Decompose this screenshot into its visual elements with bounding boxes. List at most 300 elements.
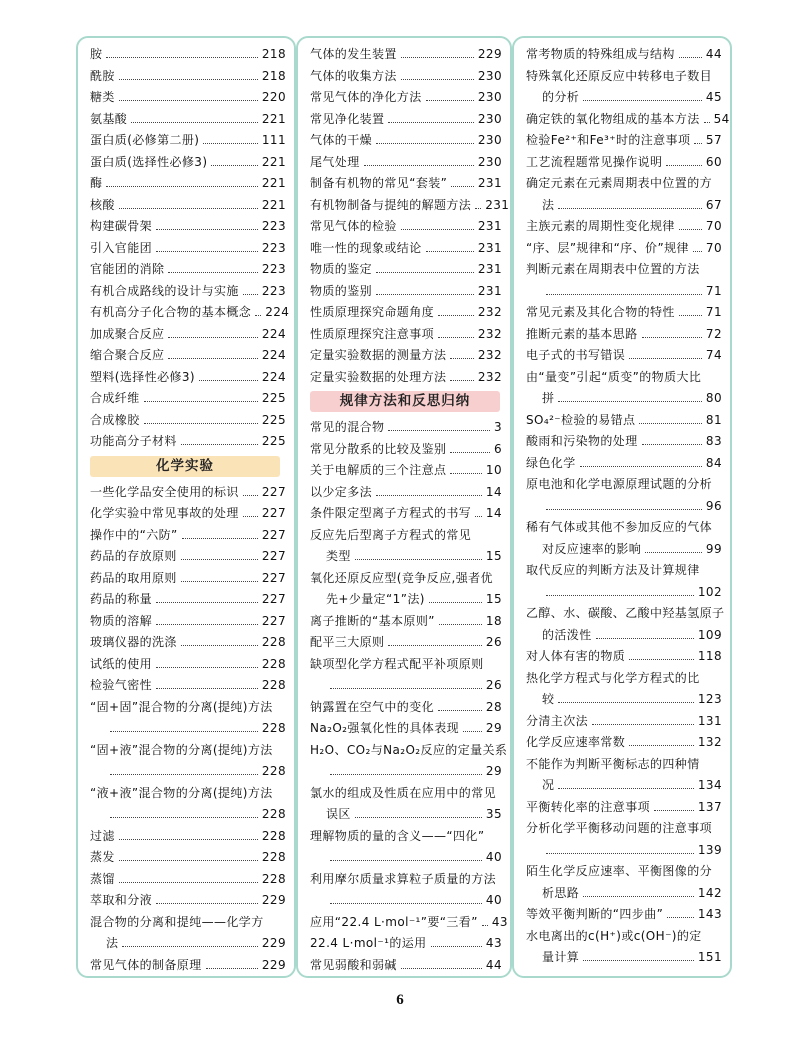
dot-leader: [629, 358, 702, 359]
toc-entry[interactable]: [90, 503, 286, 525]
toc-entry-page: 43: [491, 914, 508, 929]
toc-entry-page: 28: [485, 699, 502, 714]
toc-entry[interactable]: [310, 654, 502, 676]
toc-entry-title: 陌生化学反应速率、平衡图像的分: [526, 864, 713, 878]
toc-entry[interactable]: [526, 625, 722, 647]
toc-entry-title: 常见元素及其化合物的特性: [526, 305, 675, 319]
dot-leader: [438, 337, 474, 338]
toc-entry[interactable]: [310, 525, 502, 547]
dot-leader: [694, 143, 702, 144]
toc-entry-page: 231: [477, 262, 502, 276]
toc-entry[interactable]: [90, 654, 286, 676]
toc-entry[interactable]: [526, 474, 722, 496]
toc-entry-title: 拼: [542, 391, 555, 405]
toc-entry[interactable]: [526, 775, 722, 797]
toc-entry[interactable]: [310, 109, 502, 131]
toc-entry[interactable]: [310, 804, 502, 826]
toc-entry-page: 223: [261, 240, 286, 255]
dot-leader: [583, 960, 694, 961]
dot-leader: [119, 208, 258, 209]
toc-entry-title: 构建碳骨架: [90, 219, 153, 233]
dot-leader: [181, 581, 258, 582]
toc-entry-page: 109: [697, 627, 722, 642]
toc-entry-page: 230: [477, 154, 502, 169]
toc-entry[interactable]: [310, 238, 502, 260]
toc-entry-page: 231: [477, 219, 502, 233]
dot-leader: [629, 745, 694, 746]
toc-entry[interactable]: [90, 804, 286, 826]
toc-entry[interactable]: [90, 259, 286, 281]
toc-entry[interactable]: [90, 933, 286, 955]
toc-entry[interactable]: [310, 697, 502, 719]
toc-entry[interactable]: [526, 44, 722, 66]
dot-leader: [156, 903, 258, 904]
toc-entry-title: 析思路: [542, 885, 580, 900]
toc-entry[interactable]: [310, 44, 502, 66]
toc-entry-page: 35: [485, 807, 502, 821]
toc-entry[interactable]: [526, 539, 722, 561]
toc-entry-page: 227: [261, 613, 286, 628]
toc-entry-title: “序、层”规律和“序、价”规律: [526, 240, 689, 255]
toc-entry[interactable]: [526, 711, 722, 733]
toc-entry-page: 230: [477, 68, 502, 83]
dot-leader: [592, 724, 694, 725]
toc-entry[interactable]: [90, 718, 286, 740]
dot-leader: [156, 667, 258, 668]
toc-entry-page: 228: [261, 656, 286, 671]
dot-leader: [376, 272, 474, 273]
toc-entry-page: 10: [485, 463, 502, 477]
toc-entry[interactable]: [90, 675, 286, 697]
toc-entry[interactable]: [90, 87, 286, 109]
toc-entry-title: 玻璃仪器的洗涤: [90, 635, 177, 649]
toc-entry-page: 221: [261, 111, 286, 126]
dot-leader: [243, 294, 258, 295]
dot-leader: [144, 423, 258, 424]
toc-entry[interactable]: [310, 912, 508, 934]
toc-entry[interactable]: [526, 689, 722, 711]
dot-leader: [642, 444, 702, 445]
toc-entry-page: 225: [261, 391, 286, 405]
toc-entry[interactable]: [310, 761, 502, 783]
toc-entry-page: 70: [705, 219, 722, 233]
dot-leader: [168, 337, 257, 338]
dot-leader: [110, 731, 258, 732]
toc-entry-title: 原电池和化学电源原理试题的分析: [526, 477, 713, 491]
toc-entry-title: 电子式的书写错误: [526, 348, 626, 362]
toc-entry[interactable]: [310, 589, 502, 611]
toc-entry-page: 40: [485, 850, 502, 864]
toc-entry-page: 232: [477, 348, 502, 362]
dot-leader: [156, 251, 258, 252]
toc-entry-title: 萃取和分液: [90, 893, 153, 907]
toc-entry[interactable]: [310, 195, 510, 217]
toc-entry-page: 54: [713, 111, 730, 126]
toc-entry-page: 111: [261, 133, 286, 147]
toc-entry[interactable]: [90, 697, 286, 719]
toc-entry-title: 过滤: [90, 828, 115, 843]
toc-entry[interactable]: [526, 668, 722, 690]
toc-entry[interactable]: [526, 259, 722, 281]
toc-entry-title: 性质原理探究注意事项: [310, 326, 435, 341]
toc-entry[interactable]: [310, 955, 502, 977]
toc-entry[interactable]: [526, 840, 722, 862]
dot-leader: [450, 452, 490, 453]
toc-entry[interactable]: [526, 517, 722, 539]
toc-entry-page: 81: [705, 412, 722, 427]
toc-entry-title: 法: [106, 936, 119, 950]
dot-leader: [546, 294, 702, 295]
toc-entry-title: 氯水的组成及性质在应用中的常见: [310, 785, 497, 800]
dot-leader: [156, 602, 258, 603]
toc-entry[interactable]: [526, 560, 722, 582]
dot-leader: [429, 602, 482, 603]
toc-entry[interactable]: [526, 732, 722, 754]
toc-entry[interactable]: [310, 259, 502, 281]
toc-entry[interactable]: [526, 87, 722, 109]
toc-entry[interactable]: [526, 582, 722, 604]
dot-leader: [438, 710, 482, 711]
toc-entry-title: 气体的干燥: [310, 133, 373, 147]
toc-entry[interactable]: [526, 410, 722, 432]
toc-entry-title: 一些化学品安全使用的标识: [90, 484, 239, 499]
toc-entry[interactable]: [310, 324, 502, 346]
toc-entry[interactable]: [310, 933, 502, 955]
toc-entry[interactable]: [310, 718, 502, 740]
toc-entry[interactable]: [526, 603, 725, 625]
toc-entry[interactable]: [310, 740, 508, 762]
toc-entry[interactable]: [90, 611, 286, 633]
toc-entry[interactable]: [310, 503, 502, 525]
toc-entry-page: 14: [485, 506, 502, 520]
toc-entry-title: 胺: [90, 47, 103, 61]
toc-entry[interactable]: [526, 324, 722, 346]
toc-entry-title: 确定铁的氧化物组成的基本方法: [526, 111, 700, 126]
toc-entry-title: 有机合成路线的设计与实施: [90, 283, 239, 298]
toc-entry[interactable]: [90, 431, 286, 453]
toc-entry-title: 推断元素的基本思路: [526, 326, 638, 341]
toc-entry-page: 71: [705, 283, 722, 298]
toc-entry-title: 对反应速率的影响: [542, 541, 642, 556]
toc-entry[interactable]: [310, 439, 502, 461]
toc-entry[interactable]: [90, 216, 286, 238]
toc-entry[interactable]: [90, 783, 286, 805]
toc-entry[interactable]: [90, 281, 286, 303]
toc-entry[interactable]: [310, 460, 502, 482]
dot-leader: [450, 473, 482, 474]
toc-entry-page: 227: [261, 527, 286, 542]
toc-entry[interactable]: [310, 611, 502, 633]
toc-entry-title: 误区: [326, 807, 351, 821]
toc-entry[interactable]: [526, 109, 730, 131]
toc-entry[interactable]: [526, 818, 722, 840]
dot-leader: [388, 430, 490, 431]
toc-entry[interactable]: [526, 195, 722, 217]
toc-entry-page: 228: [261, 850, 286, 864]
toc-entry-page: 70: [705, 240, 722, 255]
dot-leader: [355, 559, 482, 560]
toc-entry[interactable]: [310, 216, 502, 238]
toc-entry-title: 条件限定型离子方程式的书写: [310, 506, 472, 520]
toc-entry[interactable]: [526, 926, 722, 948]
dot-leader: [355, 817, 482, 818]
toc-entry-title: 检验气密性: [90, 678, 153, 692]
toc-entry[interactable]: [90, 869, 286, 891]
toc-entry[interactable]: [90, 912, 286, 934]
toc-entry-title: 试纸的使用: [90, 656, 153, 671]
toc-entry-page: 228: [261, 635, 286, 649]
toc-entry-page: 137: [697, 799, 722, 814]
toc-entry[interactable]: [526, 152, 722, 174]
toc-entry[interactable]: [526, 947, 722, 969]
toc-entry-title: 常见的混合物: [310, 420, 385, 434]
toc-entry-page: 67: [705, 197, 722, 212]
dot-leader: [388, 645, 482, 646]
toc-entry-title: Na₂O₂强氧化性的具体表现: [310, 721, 459, 735]
dot-leader: [330, 774, 482, 775]
toc-entry[interactable]: [90, 410, 286, 432]
toc-entry-page: 44: [485, 957, 502, 972]
toc-entry[interactable]: [310, 482, 502, 504]
dot-leader: [583, 896, 694, 897]
toc-entry-title: 不能作为判断平衡标志的四种情: [526, 756, 700, 771]
dot-leader: [168, 358, 257, 359]
toc-entry[interactable]: [310, 675, 502, 697]
toc-entry-title: 缺项型化学方程式配平补项原则: [310, 656, 484, 671]
toc-entry[interactable]: [526, 754, 722, 776]
toc-entry[interactable]: [90, 632, 286, 654]
toc-entry-title: 常见气体的制备原理: [90, 957, 202, 972]
toc-entry[interactable]: [526, 173, 722, 195]
toc-entry[interactable]: [526, 281, 722, 303]
toc-entry[interactable]: [526, 904, 722, 926]
toc-entry-page: 60: [705, 154, 722, 169]
dot-leader: [106, 57, 257, 58]
toc-entry-page: 228: [261, 764, 286, 778]
toc-entry-page: 74: [705, 348, 722, 362]
toc-entry-page: 225: [261, 434, 286, 448]
toc-entry-page: 224: [261, 326, 286, 341]
toc-entry-title: 蛋白质(选择性必修3): [90, 154, 208, 169]
toc-entry-title: “固+液”混合物的分离(提纯)方法: [90, 742, 273, 757]
toc-entry[interactable]: [310, 826, 502, 848]
toc-entry[interactable]: [526, 797, 722, 819]
toc-entry-page: 223: [261, 262, 286, 276]
toc-entry[interactable]: [310, 302, 502, 324]
toc-entry-page: 221: [261, 176, 286, 190]
toc-entry[interactable]: [526, 431, 722, 453]
toc-entry-title: 特殊氧化还原反应中转移电子数目: [526, 68, 713, 83]
toc-entry-page: 134: [697, 778, 722, 792]
dot-leader: [122, 946, 257, 947]
toc-entry[interactable]: [526, 646, 722, 668]
dot-leader: [181, 444, 258, 445]
dot-leader: [156, 229, 258, 230]
toc-entry[interactable]: [90, 44, 286, 66]
toc-entry[interactable]: [526, 130, 722, 152]
toc-entry-page: 231: [477, 283, 502, 298]
dot-leader: [693, 251, 702, 252]
dot-leader: [119, 882, 258, 883]
toc-entry-page: 231: [477, 176, 502, 190]
toc-entry[interactable]: [90, 109, 286, 131]
toc-entry[interactable]: [90, 525, 286, 547]
toc-entry[interactable]: [526, 861, 722, 883]
toc-entry[interactable]: [90, 740, 286, 762]
dot-leader: [666, 165, 702, 166]
toc-entry-page: 232: [477, 305, 502, 319]
toc-entry[interactable]: [310, 281, 502, 303]
dot-leader: [583, 100, 702, 101]
dot-leader: [546, 509, 702, 510]
toc-entry-page: 123: [697, 692, 722, 706]
toc-entry-page: 57: [705, 133, 722, 147]
toc-entry[interactable]: [90, 955, 286, 977]
toc-entry[interactable]: [310, 152, 502, 174]
toc-entry[interactable]: [90, 482, 286, 504]
toc-entry[interactable]: [90, 152, 286, 174]
toc-entry-page: 225: [261, 412, 286, 427]
toc-entry[interactable]: [90, 345, 286, 367]
toc-entry-title: 物质的鉴别: [310, 283, 373, 298]
toc-entry-title: 核酸: [90, 197, 115, 212]
toc-entry-title: 工艺流程题常见操作说明: [526, 154, 663, 169]
dot-leader: [679, 57, 702, 58]
toc-entry[interactable]: [90, 761, 286, 783]
toc-entry-title: 功能高分子材料: [90, 434, 177, 448]
toc-entry-title: 官能团的消除: [90, 262, 165, 276]
toc-entry-page: 221: [261, 197, 286, 212]
toc-entry[interactable]: [310, 173, 502, 195]
toc-entry[interactable]: [310, 890, 502, 912]
toc-entry[interactable]: [90, 324, 286, 346]
toc-entry[interactable]: [526, 388, 722, 410]
dot-leader: [156, 688, 258, 689]
toc-entry-page: 80: [705, 391, 722, 405]
toc-column-3: [512, 36, 732, 978]
dot-leader: [704, 122, 710, 123]
toc-entry-title: 常见弱酸和弱碱: [310, 957, 397, 972]
toc-entry[interactable]: [526, 302, 722, 324]
toc-entry[interactable]: [90, 568, 286, 590]
dot-leader: [558, 401, 702, 402]
toc-entry-title: 理解物质的量的含义——“四化”: [310, 828, 485, 843]
toc-entry-page: 228: [261, 828, 286, 843]
toc-entry[interactable]: [310, 130, 502, 152]
toc-entry[interactable]: [526, 66, 722, 88]
toc-entry-title: 等效平衡判断的“四步曲”: [526, 907, 664, 921]
dot-leader: [642, 337, 702, 338]
toc-entry[interactable]: [90, 589, 286, 611]
toc-entry-page: 229: [261, 936, 286, 950]
toc-entry[interactable]: [526, 496, 722, 518]
toc-entry[interactable]: [310, 367, 502, 389]
dot-leader: [131, 122, 258, 123]
toc-entry-page: 228: [261, 807, 286, 821]
toc-entry-title: 判断元素在周期表中位置的方法: [526, 262, 700, 276]
toc-entry-page: 227: [261, 506, 286, 520]
toc-entry[interactable]: [526, 238, 722, 260]
dot-leader: [426, 100, 474, 101]
toc-entry-title: 乙醇、水、碳酸、乙酸中羟基氢原子: [526, 606, 725, 620]
toc-entry[interactable]: [90, 195, 286, 217]
dot-leader: [654, 810, 694, 811]
toc-entry-title: 合成橡胶: [90, 412, 140, 427]
dot-leader: [330, 860, 482, 861]
toc-entry-title: H₂O、CO₂与Na₂O₂反应的定量关系: [310, 742, 508, 757]
section-heading: 规律方法和反思归纳: [310, 391, 500, 412]
toc-entry[interactable]: [526, 345, 722, 367]
toc-entry[interactable]: [90, 302, 290, 324]
dot-leader: [199, 380, 258, 381]
toc-entry[interactable]: [90, 546, 286, 568]
toc-entry-page: 232: [477, 326, 502, 341]
toc-entry[interactable]: [90, 66, 286, 88]
toc-entry[interactable]: [90, 238, 286, 260]
toc-entry-title: 类型: [326, 549, 351, 563]
dot-leader: [401, 79, 474, 80]
toc-entry-title: 药品的取用原则: [90, 570, 177, 585]
toc-entry[interactable]: [526, 883, 722, 905]
toc-entry-page: 229: [477, 47, 502, 61]
toc-entry-title: “液+液”混合物的分离(提纯)方法: [90, 785, 273, 800]
toc-entry[interactable]: [310, 847, 502, 869]
toc-entry[interactable]: [310, 546, 502, 568]
toc-entry[interactable]: [90, 367, 286, 389]
toc-column-2: [296, 36, 512, 978]
toc-entry[interactable]: [310, 632, 502, 654]
toc-entry-title: 蒸发: [90, 850, 115, 864]
toc-entry[interactable]: [526, 367, 722, 389]
toc-entry[interactable]: [310, 417, 502, 439]
toc-entry[interactable]: [90, 890, 286, 912]
toc-entry[interactable]: [90, 388, 286, 410]
toc-entry-title: 确定元素在元素周期表中位置的方: [526, 176, 713, 190]
toc-entry[interactable]: [526, 453, 722, 475]
toc-entry[interactable]: [310, 568, 502, 590]
dot-leader: [482, 925, 488, 926]
toc-entry-page: 118: [697, 649, 722, 663]
toc-entry-title: 酶: [90, 176, 103, 190]
toc-entry-title: 化学实验中常见事故的处理: [90, 506, 239, 520]
toc-entry-title: 利用摩尔质量求算粒子质量的方法: [310, 871, 497, 886]
toc-entry-page: 40: [485, 893, 502, 907]
toc-entry-page: 151: [697, 950, 722, 964]
toc-entry[interactable]: [310, 869, 502, 891]
toc-entry[interactable]: [310, 66, 502, 88]
dot-leader: [211, 165, 257, 166]
toc-entry[interactable]: [90, 173, 286, 195]
toc-entry-title: 量计算: [542, 950, 580, 964]
toc-entry-title: 对人体有害的物质: [526, 649, 626, 663]
toc-entry[interactable]: [90, 847, 286, 869]
toc-entry-title: 取代反应的判断方法及计算规律: [526, 563, 700, 577]
toc-entry[interactable]: [310, 783, 502, 805]
toc-entry[interactable]: [310, 87, 502, 109]
toc-entry-page: 132: [697, 735, 722, 749]
toc-entry-page: 29: [485, 721, 502, 735]
toc-entry-title: 22.4 L·mol⁻¹的运用: [310, 936, 427, 950]
toc-entry-title: 以少定多法: [310, 484, 373, 499]
toc-entry-page: 224: [261, 348, 286, 362]
toc-entry-title: 常考物质的特殊组成与结构: [526, 47, 675, 61]
toc-entry[interactable]: [90, 130, 286, 152]
toc-entry-title: 较: [542, 692, 555, 706]
toc-entry[interactable]: [526, 216, 722, 238]
toc-entry[interactable]: [310, 345, 502, 367]
toc-entry[interactable]: [90, 826, 286, 848]
toc-entry-title: 况: [542, 778, 555, 792]
